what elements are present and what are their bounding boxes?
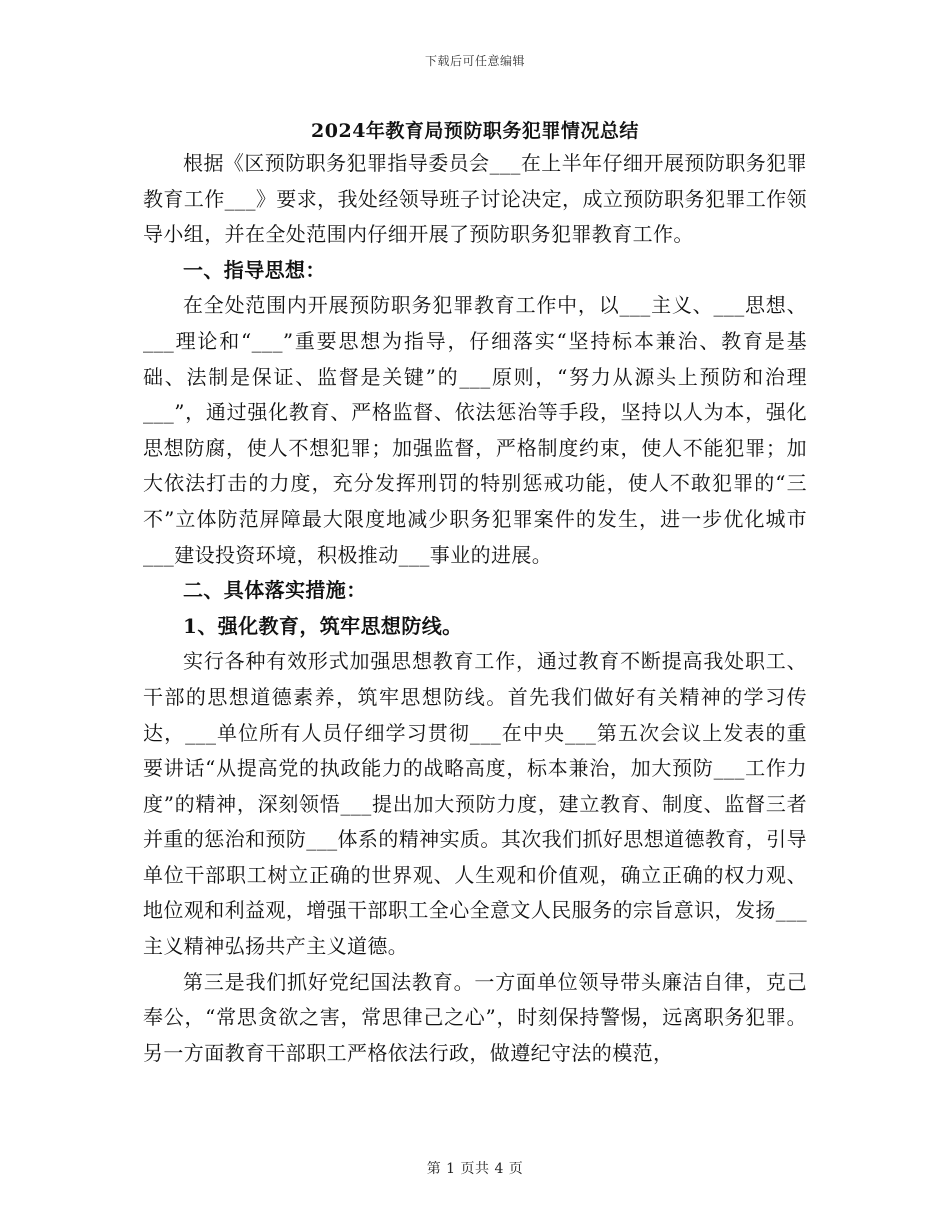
section-heading-measures: 二、具体落实措施： (183, 578, 367, 603)
paragraph-intro: 根据《区预防职务犯罪指导委员会___在上半年仔细开展预防职务犯罪教育工作___》要求，我处经领导班子讨论决定，成立预防职务犯罪工作领导小组，并在全处范围内仔细开展了预防职务犯罪教育工作。 (143, 151, 807, 247)
section-heading-guiding-thought: 一、指导思想： (183, 257, 326, 282)
document-body (143, 146, 807, 1071)
paragraph-guiding-thought: 在全处范围内开展预防职务犯罪教育工作中，以___主义、___思想、___理论和“___”重要思想为指导，仔细落实“坚持标本兼治、教育是基础、法制是保证、监督是关键”的___原则，“努力从源头上预防和治理___”，通过强化教育、严格监督、依法惩治等手段，坚持以人为本，强化思想防腐，使人不想犯罪；加强监督，严格制度约束，使人不能犯罪；加大依法打击的力度，充分发挥刑罚的特别惩戒功能，使人不敢犯罪的“三不”立体防范屏障最大限度地减少职务犯罪案件的发生，进一步优化城市___建设投资环境，积极推动___事业的进展。 (143, 293, 807, 567)
page-footer: 第 1 页共 4 页 (426, 1161, 524, 1177)
paragraph-law-education: 第三是我们抓好党纪国法教育。一方面单位领导带头廉洁自律，克己奉公，“常思贪欲之害，常思律己之心”，时刻保持警惕，远离职务犯罪。另一方面教育干部职工严格依法行政，做遵纪守法的模范， (143, 969, 807, 1065)
header-note: 下载后可任意编辑 (424, 54, 525, 68)
subsection-heading-education: 1、强化教育，筑牢思想防线。 (183, 613, 463, 638)
paragraph-education: 实行各种有效形式加强思想教育工作，通过教育不断提高我处职工、干部的思想道德素养，筑牢思想防线。首先我们做好有关精神的学习传达，___单位所有人员仔细学习贯彻___在中央___第五次会议上发表的重要讲话“从提高党的执政能力的战略高度，标本兼治，加大预防___工作力度”的精神，深刻领悟___提出加大预防力度，建立教育、制度、监督三者并重的惩治和预防___体系的精神实质。其次我们抓好思想道德教育，引导单位干部职工树立正确的世界观、人生观和价值观，确立正确的权力观、地位观和利益观，增强干部职工全心全意文人民服务的宗旨意识，发扬___主义精神弘扬共产主义道德。 (143, 649, 807, 959)
document-title: 2024年教育局预防职务犯罪情况总结 (311, 120, 639, 142)
